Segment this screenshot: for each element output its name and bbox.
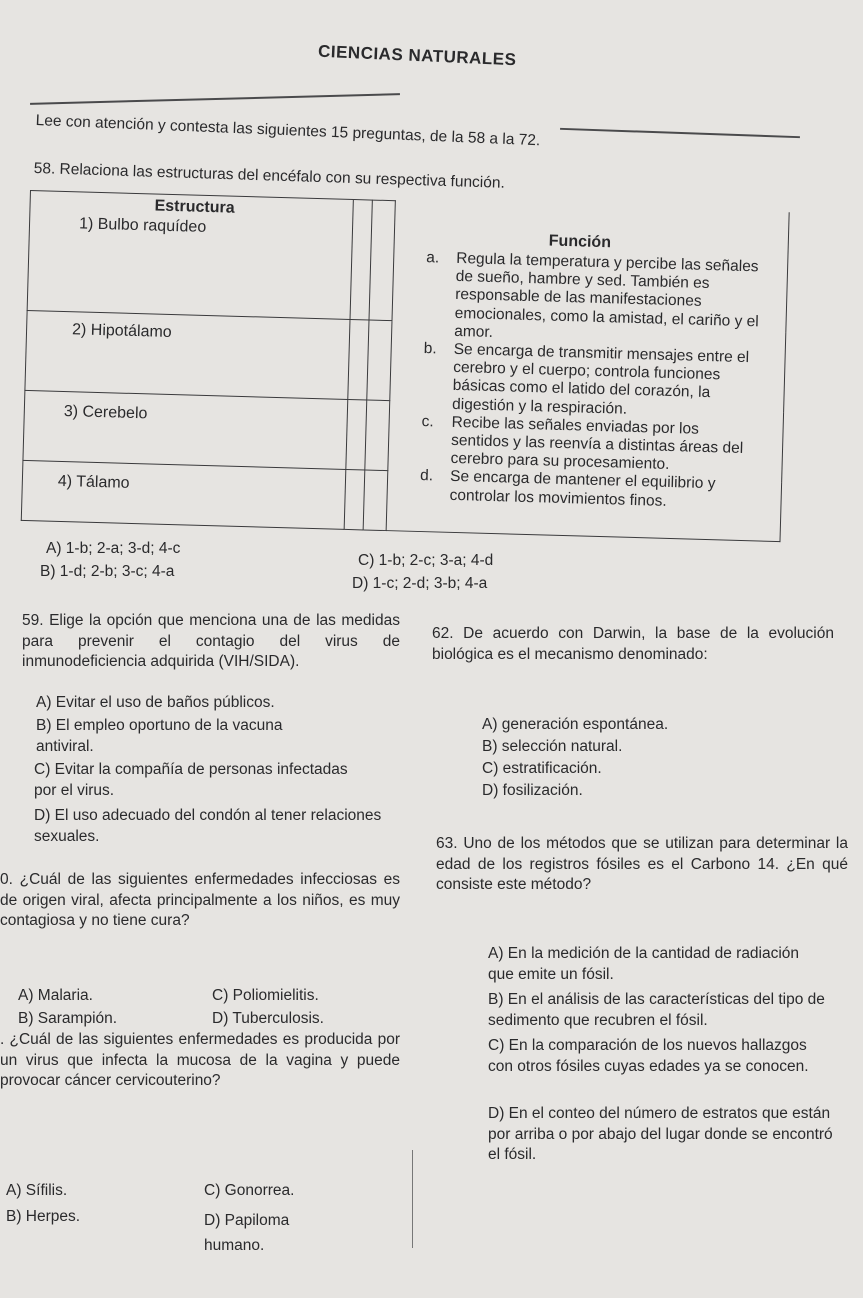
q62-option-a: A) generación espontánea. — [482, 716, 669, 733]
question-63-prompt: 63. Uno de los métodos que se utilizan para determinar la edad de los registros fósiles es el Carbono 14. ¿En qué consiste este método? — [436, 835, 848, 893]
q61-option-c: C) Gonorrea. — [204, 1182, 295, 1199]
q61-option-b: B) Herpes. — [6, 1208, 81, 1225]
q62-option-c: C) estratificación. — [482, 760, 602, 777]
q59-option-a: A) Evitar el uso de baños públicos. — [36, 694, 275, 711]
q59-option-b: B) El empleo oportuno de la vacuna antiviral. — [36, 717, 283, 755]
header-estructura: Estructura — [154, 197, 235, 217]
q59-option-c: C) Evitar la compañía de personas infectadas por el virus. — [34, 761, 348, 799]
question-59-prompt: 59. Elige la opción que menciona una de las medidas para prevenir el contagio del virus de inmunodeficiencia adquirida (VIH/SIDA). — [22, 612, 400, 670]
question-58-prompt: 58. Relaciona las estructuras del encéfalo con su respectiva función. — [33, 160, 506, 192]
intro-rule — [560, 128, 800, 138]
q58-option-c: C) 1-b; 2-c; 3-a; 4-d — [358, 552, 494, 569]
instructions: Lee con atención y contesta las siguientes 15 preguntas, de la 58 a la 72. — [35, 112, 541, 150]
page-title: CIENCIAS NATURALES — [317, 41, 517, 70]
q60-option-c: C) Poliomielitis. — [212, 987, 319, 1004]
q63-option-b: B) En el análisis de las características del tipo de sedimento que recubren el fósil. — [488, 991, 825, 1029]
q63-option-a: A) En la medición de la cantidad de radiación que emite un fósil. — [488, 945, 800, 983]
q58-option-b: B) 1-d; 2-b; 3-c; 4-a — [40, 563, 175, 580]
q61-option-d: D) Papiloma humano. — [204, 1212, 290, 1254]
q60-option-a: A) Malaria. — [18, 987, 93, 1004]
estructura-3: 3) Cerebelo — [63, 403, 148, 423]
estructura-4: 4) Tálamo — [57, 472, 130, 492]
q60-option-d: D) Tuberculosis. — [212, 1010, 324, 1027]
question-61-prompt: . ¿Cuál de las siguientes enfermedades es producida por un virus que infecta la mucosa de la vagina y puede provocar cáncer cervicouterino? — [0, 1031, 400, 1089]
q62-option-d: D) fosilización. — [482, 782, 583, 799]
structures-table — [21, 190, 790, 551]
q59-option-d: D) El uso adecuado del condón al tener relaciones sexuales. — [34, 807, 382, 845]
q61-option-a: A) Sífilis. — [6, 1182, 68, 1199]
header-funcion: Función — [548, 232, 612, 252]
funcion-a: a. Regula la temperatura y percibe las señales de sueño, hambre y sed. También es responsable de las manifestaciones emocionales, como la amistad, el cariño y el amor. — [426, 249, 759, 341]
q63-option-d: D) En el conteo del número de estratos que están por arriba o por abajo del lugar donde se encontró el fósil. — [488, 1105, 833, 1163]
column-divider — [412, 1150, 413, 1248]
funcion-b: b. Se encarga de transmitir mensajes entre el cerebro y el cuerpo; controla funciones básicas como el latido del corazón, la digestión y la respiración. — [423, 340, 750, 418]
q58-option-d: D) 1-c; 2-d; 3-b; 4-a — [352, 575, 488, 592]
funciones-list — [419, 249, 761, 513]
q62-option-b: B) selección natural. — [482, 738, 623, 755]
title-rule — [30, 93, 400, 105]
funcion-c: c. Recibe las señales enviadas por los sentidos y las reenvía a distintas áreas del cerebro para su procesamiento. — [421, 412, 744, 474]
estructura-2: 2) Hipotálamo — [71, 321, 172, 342]
estructura-1: 1) Bulbo raquídeo — [78, 215, 207, 236]
funcion-d: d. Se encarga de mantener el equilibrio y controlar los movimientos finos. — [419, 467, 716, 510]
q58-option-a: A) 1-b; 2-a; 3-d; 4-c — [46, 540, 181, 557]
q60-option-b: B) Sarampión. — [18, 1010, 118, 1027]
question-62-prompt: 62. De acuerdo con Darwin, la base de la evolución biológica es el mecanismo denominado: — [432, 625, 834, 663]
q63-option-c: C) En la comparación de los nuevos hallazgos con otros fósiles cuyas edades ya se conocen. — [488, 1037, 809, 1075]
question-60-prompt: 0. ¿Cuál de las siguientes enfermedades infecciosas es de origen viral, afecta principalmente a los niños, es muy contagiosa y no tiene cura? — [0, 871, 400, 929]
